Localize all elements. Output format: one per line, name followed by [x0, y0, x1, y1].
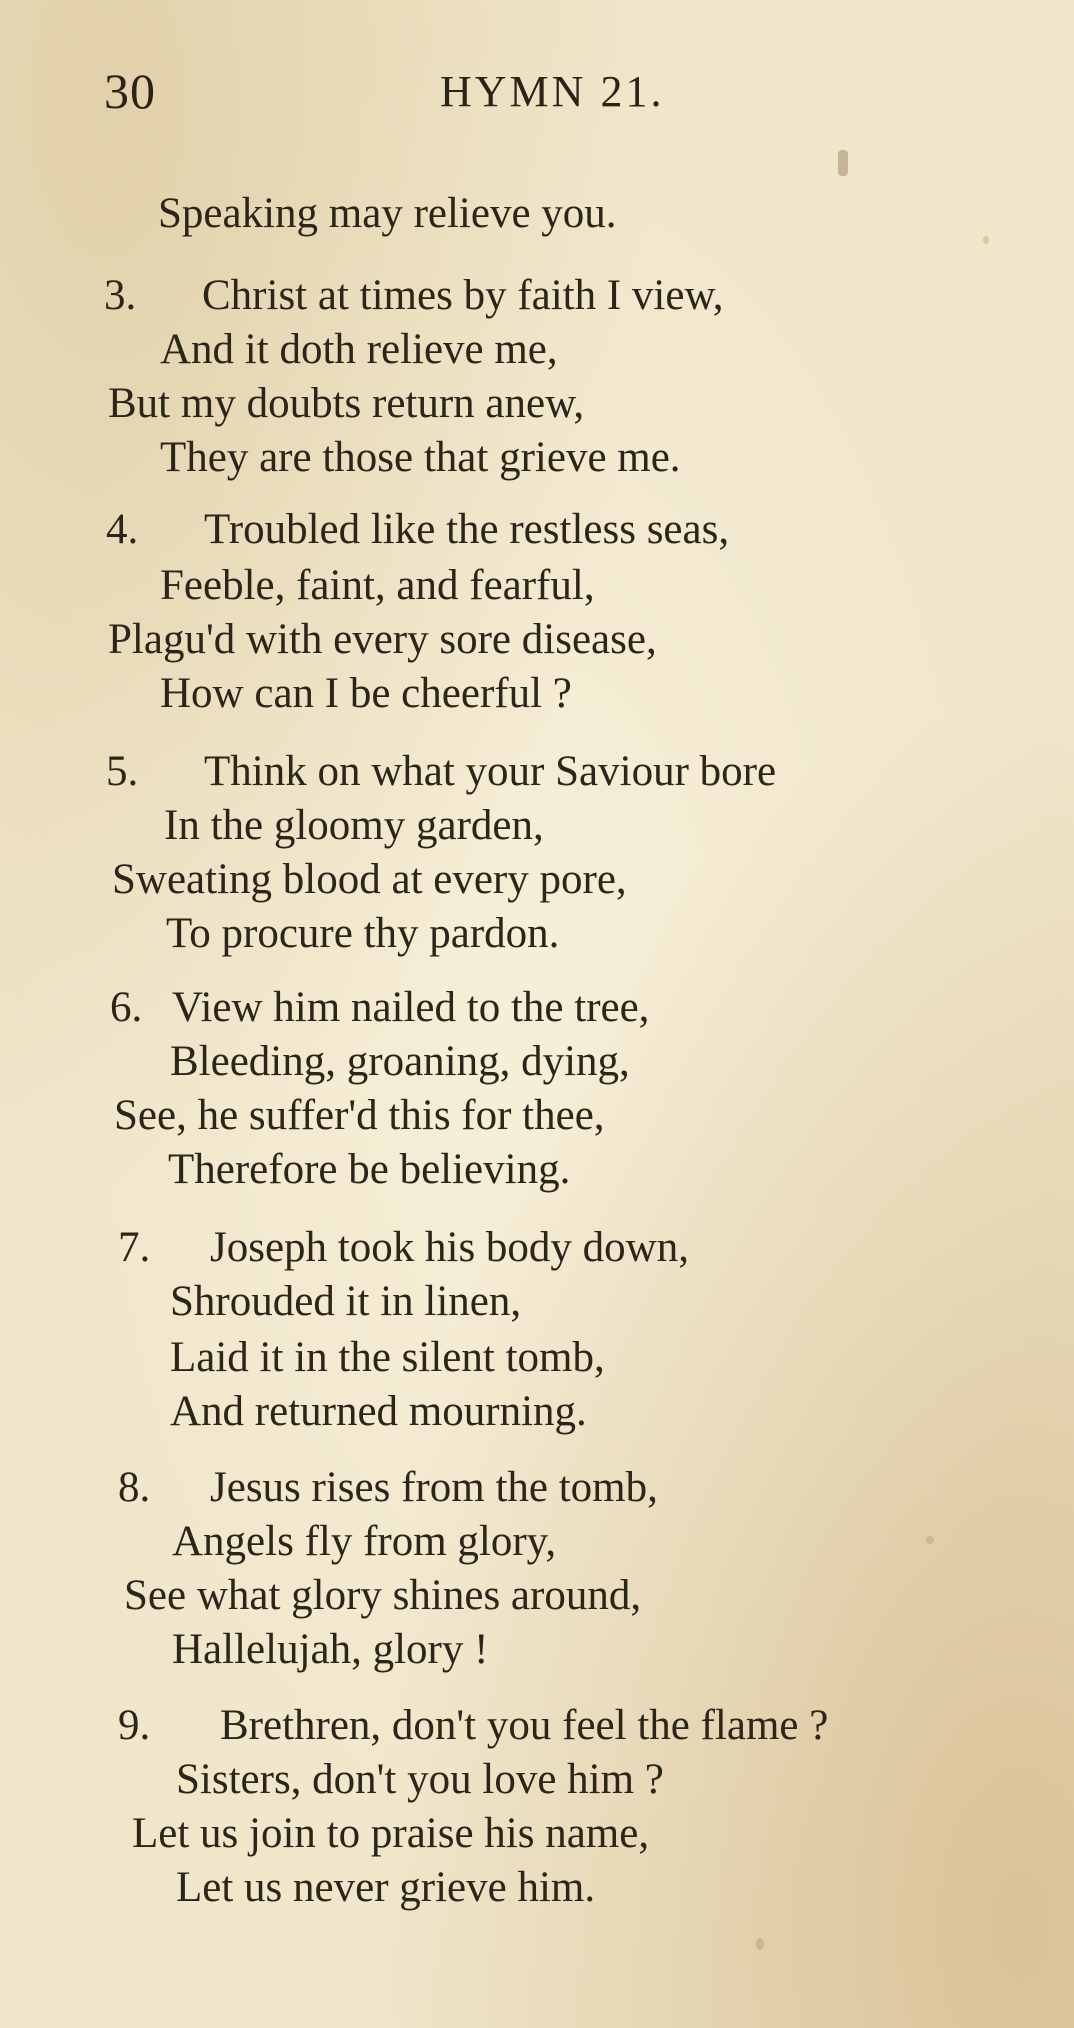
stanza-line: Brethren, don't you feel the flame ? [220, 1702, 829, 1749]
stanza-line: And it doth relieve me, [160, 326, 558, 373]
stanza-line: View him nailed to the tree, [172, 984, 650, 1031]
stanza-line: Hallelujah, glory ! [172, 1626, 489, 1673]
stanza-line: Sweating blood at every pore, [112, 856, 627, 903]
stanza-line: Therefore be believing. [168, 1146, 571, 1193]
stanza-line: Joseph took his body down, [210, 1224, 689, 1271]
stanza-line: Bleeding, groaning, dying, [170, 1038, 630, 1085]
stanza-number: 7. [118, 1224, 151, 1271]
stanza-number: 9. [118, 1702, 151, 1749]
stanza-line: Plagu'd with every sore disease, [108, 616, 657, 663]
page-header [104, 62, 804, 132]
stanza-number: 5. [106, 748, 139, 795]
stanza-number: 3. [104, 272, 137, 319]
paper-stain [838, 150, 848, 176]
paper-speck [756, 1938, 764, 1950]
stanza-line: Laid it in the silent tomb, [170, 1334, 605, 1381]
stanza-line: See, he suffer'd this for thee, [114, 1092, 605, 1139]
stanza-number: 4. [106, 506, 139, 553]
stanza-line: See what glory shines around, [124, 1572, 642, 1619]
stanza-line: But my doubts return anew, [108, 380, 585, 427]
stanza-number: 6. [110, 984, 143, 1031]
stanza-line: Jesus rises from the tomb, [210, 1464, 658, 1511]
stanza-line: Troubled like the restless seas, [204, 506, 730, 553]
paper-speck [926, 1536, 934, 1544]
stanza-line: Let us never grieve him. [176, 1864, 596, 1911]
stanza-line: Angels fly from glory, [172, 1518, 557, 1565]
stanza-line: They are those that grieve me. [160, 434, 681, 481]
stanza-line: To procure thy pardon. [166, 910, 560, 957]
paper-speck [983, 236, 989, 244]
stanza-line: Christ at times by faith I view, [202, 272, 724, 319]
stanza-line: Shrouded it in linen, [170, 1278, 522, 1325]
stanza-line: And returned mourning. [170, 1388, 587, 1435]
stanza-line: Sisters, don't you love him ? [176, 1756, 664, 1803]
stanza-number: 8. [118, 1464, 151, 1511]
running-title: HYMN 21. [440, 67, 665, 116]
stanza-line: How can I be cheerful ? [160, 670, 572, 717]
page-number: 30 [104, 63, 156, 119]
stanza-line: In the gloomy garden, [164, 802, 544, 849]
stanza-line: Feeble, faint, and fearful, [160, 562, 595, 609]
continuation-line: Speaking may relieve you. [158, 190, 617, 237]
stanza-line: Let us join to praise his name, [132, 1810, 650, 1857]
stanza-line: Think on what your Saviour bore [204, 748, 777, 795]
